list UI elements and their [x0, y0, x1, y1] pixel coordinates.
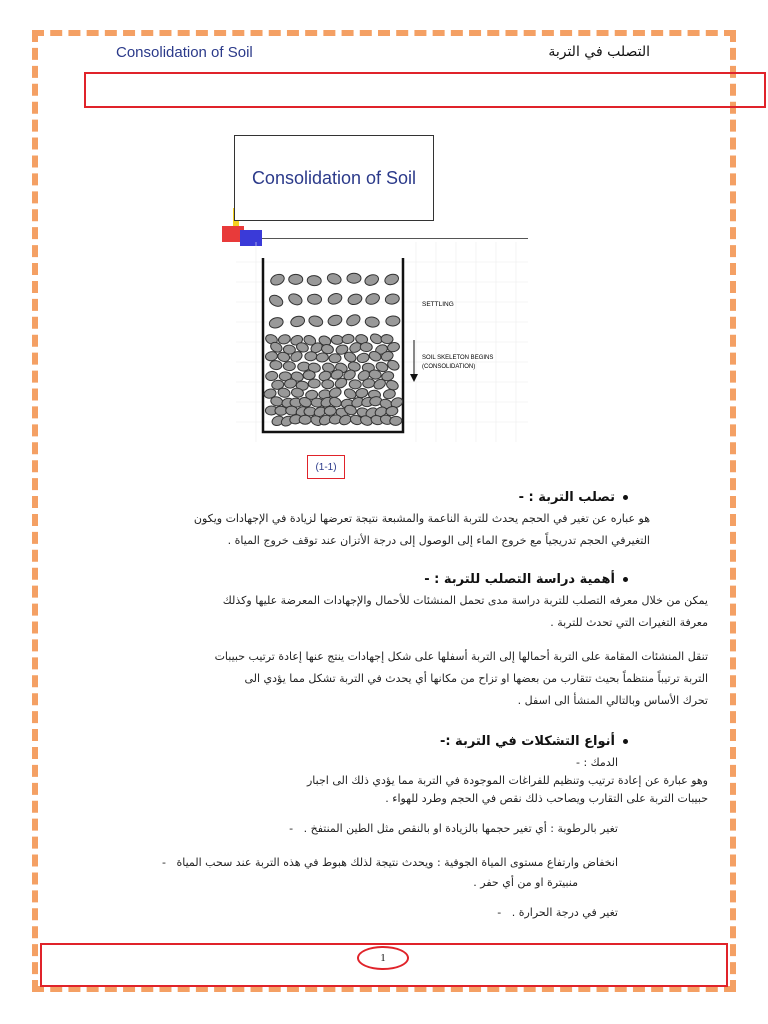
list-item-groundwater-line-1	[8, 852, 618, 874]
list-item-text: تغير في درجة الحرارة .	[511, 906, 618, 919]
section2-heading-text: أهمية دراسة التصلب للتربة : -	[424, 572, 615, 587]
list-item-moisture	[58, 818, 618, 840]
soil-particle	[308, 379, 320, 388]
soil-particle	[308, 314, 324, 327]
list-item-groundwater-line-2: منبيترة او من أي حفر .	[473, 876, 578, 889]
list-item-temperature	[58, 902, 618, 924]
header-box	[84, 72, 766, 108]
soil-particle	[307, 294, 322, 305]
soil-particle	[327, 314, 343, 328]
section3-heading-text: أنواع التشكلات في التربة :-	[439, 734, 615, 749]
soil-particle	[269, 272, 286, 287]
title-box-text: Consolidation of Soil	[251, 167, 417, 188]
label-skeleton-2: (CONSOLIDATION)	[422, 364, 476, 370]
soil-particle	[389, 416, 402, 426]
soil-particle	[269, 360, 282, 370]
soil-particle	[341, 334, 354, 345]
section2-para2-line-3: تحرك الأساس وبالتالي المنشأ الى اسفل .	[517, 694, 708, 707]
page-number: 1	[357, 946, 409, 970]
list-item-compaction-line-2: حبيبات التربة على التقارب ويصاحب ذلك نقص في الحجم وطرد للهواء .	[385, 792, 708, 805]
dash-icon: -	[289, 822, 304, 835]
section1-line-2: التغيرفي الحجم تدريجياً مع خروج الماء إلى الوصول إلى درجة الأتزان عند توقف خروج المياة .	[227, 534, 650, 547]
bullet-icon	[623, 739, 628, 744]
label-skeleton-1: SOIL SKELETON BEGINS	[422, 355, 494, 361]
soil-particle	[265, 351, 278, 362]
bullet-icon	[623, 577, 628, 582]
consolidation-figure	[236, 242, 528, 442]
soil-particle	[304, 351, 317, 361]
soil-particle	[345, 313, 362, 328]
header-title-en: Consolidation of Soil	[116, 44, 253, 61]
section2-para2-line-2: التربة ترتيباً منتظماً بحيث تتقارب من بعضها او تزاح من مكانها أي يحدث في التربة تشكل مما يؤدي الى	[244, 672, 708, 685]
soil-particle	[268, 316, 284, 329]
soil-particle	[386, 315, 401, 326]
soil-particle	[290, 315, 306, 328]
soil-particle	[365, 316, 380, 328]
soil-particle	[360, 342, 372, 351]
dash-icon: -	[497, 906, 512, 919]
section2-line-2: معرفة التغيرات التي تحدث للتربة .	[550, 616, 708, 629]
soil-particle	[385, 293, 400, 305]
soil-particle	[383, 272, 399, 286]
soil-particle	[324, 406, 337, 416]
soil-particle	[322, 380, 334, 389]
soil-particle	[303, 370, 315, 379]
soil-particle	[289, 274, 303, 284]
decoration-line	[262, 238, 528, 239]
soil-particle	[364, 292, 381, 306]
dash-icon: -	[575, 756, 584, 769]
section1-line-1: هو عباره عن تغير في الحجم يحدث للتربة الناعمة والمشبعة نتيجة تعرضها لزيادة في الإجهادات ويكون	[193, 512, 650, 525]
soil-particle	[326, 272, 342, 286]
soil-particle	[268, 293, 285, 308]
arrow-down-icon	[410, 374, 418, 382]
figure-caption: (1-1)	[307, 455, 345, 479]
soil-particle	[347, 293, 363, 306]
soil-particle	[265, 371, 278, 381]
soil-particle	[363, 273, 380, 287]
dash-icon: -	[162, 856, 177, 869]
title-box	[234, 135, 434, 221]
list-item-text: تغير بالرطوبة : أي تغير حجمها بالزيادة او بالنقص مثل الطين المنتفخ .	[303, 822, 618, 835]
soil-particle	[287, 292, 304, 307]
section1-heading-text: تصلب التربة : -	[518, 490, 615, 505]
soil-particle	[316, 352, 329, 362]
list-item-text: انخفاض وارتفاع مستوى المياة الجوفية : ويحدث نتيجة لذلك هبوط في هذه التربة عند سحب المياة	[176, 856, 618, 869]
header-title-ar: التصلب في التربة	[548, 44, 650, 60]
soil-particle	[349, 380, 361, 390]
list-item-title: الدمك :	[583, 756, 618, 769]
section2-heading	[68, 572, 628, 587]
soil-particle	[299, 415, 311, 424]
section2-line-1: يمكن من خلال معرفه التصلب للتربة دراسة مدى تحمل المنشئات للأحمال والإجهادات المعرضة عليها وكذلك	[222, 594, 708, 607]
list-item-compaction-line-1: وهو عبارة عن إعادة ترتيب وتنظيم للفراغات الموجودة في التربة مما يؤدي ذلك الى اجبار	[306, 774, 708, 787]
section1-heading	[68, 490, 628, 505]
soil-particle	[347, 273, 361, 283]
consolidation-diagram	[236, 242, 528, 442]
section3-heading	[68, 734, 628, 749]
soil-particle	[307, 275, 322, 286]
label-settling: SETTLING	[422, 301, 454, 308]
section2-para2-line-1: تنقل المنشئات المقامة على التربة أحمالها إلى التربة أسفلها على شكل إجهادات ينتج عنها إعادة ترتيب حبيبات	[214, 650, 708, 663]
soil-particle	[275, 406, 287, 415]
soil-particle	[283, 361, 295, 370]
soil-particle	[331, 335, 343, 345]
bullet-icon	[623, 495, 628, 500]
soil-particle	[329, 353, 341, 363]
soil-particle	[327, 292, 344, 306]
